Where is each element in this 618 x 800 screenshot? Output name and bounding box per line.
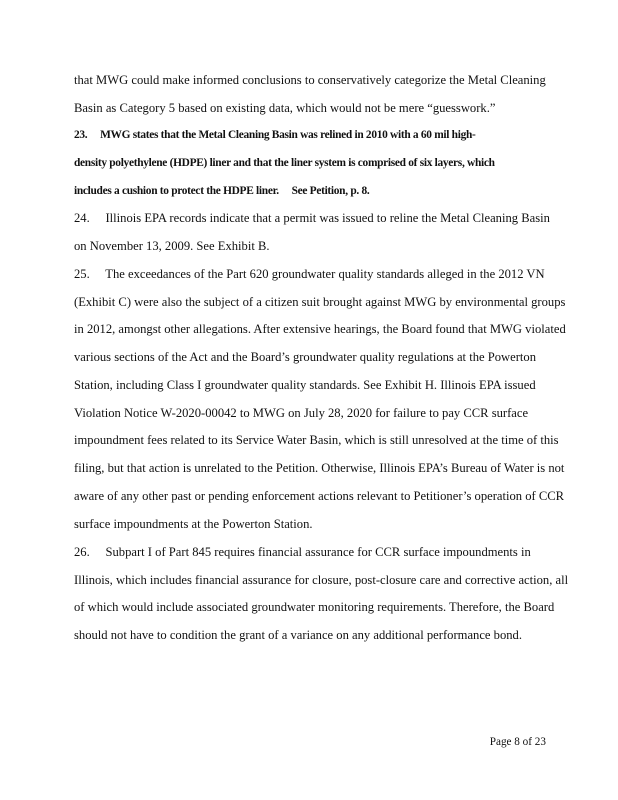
body-line-13: Violation Notice W-2020-00042 to MWG on July 28, 2020 for failure to pay CCR surface bbox=[74, 406, 529, 420]
body-line-20: of which would include associated groundwater monitoring requirements. Therefore, the Board bbox=[74, 600, 555, 614]
body-line-10: in 2012, amongst other allegations. After extensive hearings, the Board found that MWG violated bbox=[74, 322, 566, 336]
body-line-6: 24. Illinois EPA records indicate that a permit was issued to reline the Metal Cleaning Basin bbox=[74, 211, 550, 225]
body-line-18: 26. Subpart I of Part 845 requires financial assurance for CCR surface impoundments in bbox=[74, 545, 531, 559]
body-line-5: includes a cushion to protect the HDPE liner. See Petition, p. 8. bbox=[74, 185, 370, 197]
body-line-16: aware of any other past or pending enforcement actions relevant to Petitioner’s operation of CCR bbox=[74, 489, 565, 503]
body-line-4: density polyethylene (HDPE) liner and that the liner system is comprised of six layers, which bbox=[74, 157, 495, 169]
body-line-11: various sections of the Act and the Board’s groundwater quality regulations at the Powerton bbox=[74, 350, 537, 364]
body-line-21: should not have to condition the grant of a variance on any additional performance bond. bbox=[74, 628, 522, 642]
body-line-17: surface impoundments at the Powerton Station. bbox=[74, 517, 313, 531]
body-line-7: on November 13, 2009. See Exhibit B. bbox=[74, 239, 270, 253]
body-line-15: filing, but that action is unrelated to the Petition. Otherwise, Illinois EPA’s Bureau of Water is not bbox=[74, 461, 565, 475]
body-line-3: 23. MWG states that the Metal Cleaning Basin was relined in 2010 with a 60 mil high- bbox=[74, 129, 476, 141]
body-line-12: Station, including Class I groundwater quality standards. See Exhibit H. Illinois EPA issued bbox=[74, 378, 536, 392]
body-line-1: that MWG could make informed conclusions to conservatively categorize the Metal Cleaning bbox=[74, 73, 546, 87]
body-line-9: (Exhibit C) were also the subject of a citizen suit brought against MWG by environmental groups bbox=[74, 295, 566, 309]
body-line-19: Illinois, which includes financial assurance for closure, post-closure care and corrective action, all bbox=[74, 573, 569, 587]
body-line-2: Basin as Category 5 based on existing data, which would not be mere “guesswork.” bbox=[74, 101, 496, 115]
page-number: Page 8 of 23 bbox=[489, 736, 546, 748]
body-line-8: 25. The exceedances of the Part 620 groundwater quality standards alleged in the 2012 VN bbox=[74, 267, 545, 281]
body-line-14: impoundment fees related to its Service Water Basin, which is still unresolved at the time of this bbox=[74, 433, 559, 447]
